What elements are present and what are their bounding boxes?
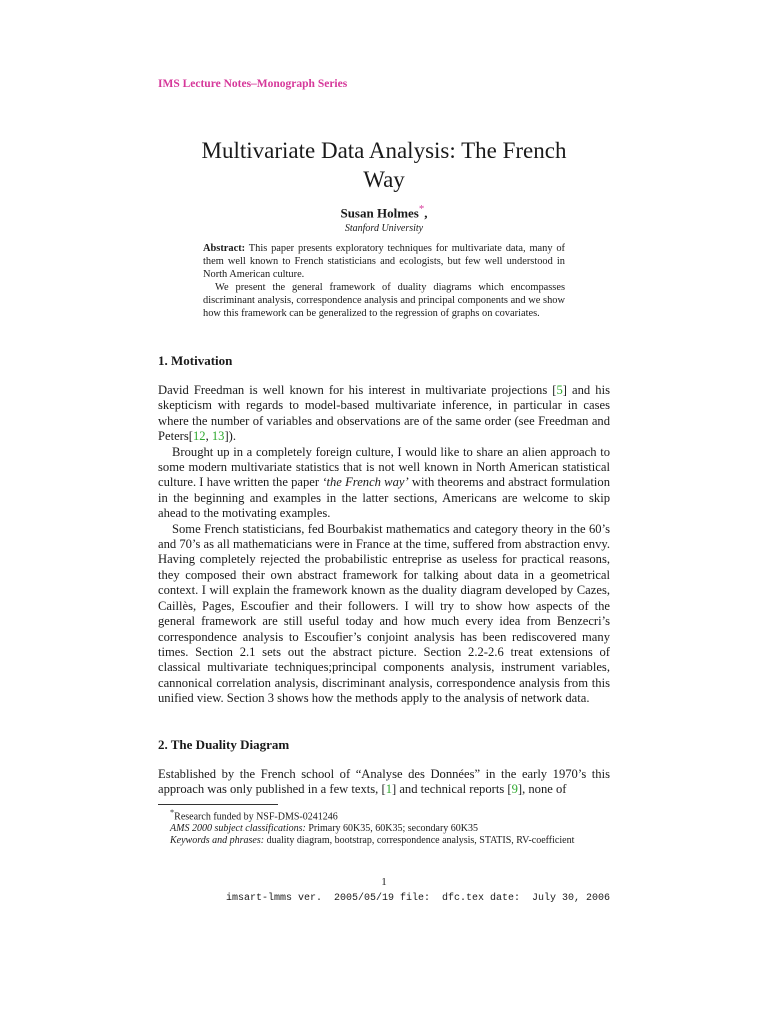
footnote-divider bbox=[158, 804, 278, 805]
section-duality-body bbox=[158, 767, 610, 798]
citation-link[interactable]: 9 bbox=[511, 782, 518, 797]
citation-link[interactable]: 12 bbox=[192, 429, 206, 444]
series-header: IMS Lecture Notes–Monograph Series bbox=[158, 78, 348, 90]
text-run: , bbox=[205, 429, 212, 444]
footnotes bbox=[158, 807, 610, 846]
abstract-text-1: This paper presents exploratory techniques for multivariate data, many of them well known to French statisticians and ecologists, but few well understood in North American culture. bbox=[203, 243, 566, 280]
footnote-label: Keywords and phrases: bbox=[170, 834, 265, 846]
abstract-paragraph-2: We present the general framework of duality diagrams which encompasses discriminant analysis, correspondence analysis and principal components and we show how this framework can be generalized to the regression of graphs on covariates. bbox=[203, 282, 565, 319]
file-info-footer: imsart-lmms ver. 2005/05/19 file: dfc.tex date: July 30, 2006 bbox=[225, 893, 610, 904]
citation-link[interactable]: 1 bbox=[385, 782, 392, 797]
footnote-label: AMS 2000 subject classifications: bbox=[170, 822, 306, 834]
text-run: Established by the French school of “Analyse des Données” in the early 1970’s this approach was only published in a few texts, [ bbox=[158, 767, 610, 797]
motivation-paragraph-1 bbox=[158, 383, 610, 445]
footnote-text: duality diagram, bootstrap, correspondence analysis, STATIS, RV-coefficient bbox=[264, 834, 575, 846]
abstract bbox=[203, 242, 565, 320]
motivation-paragraph-2 bbox=[158, 445, 610, 522]
page-number: 1 bbox=[381, 876, 387, 888]
citation-link[interactable]: 13 bbox=[211, 429, 225, 444]
footnote-text: Primary 60K35, 60K35; secondary 60K35 bbox=[305, 822, 479, 834]
duality-paragraph-1 bbox=[158, 767, 610, 798]
footnote-funding bbox=[158, 807, 610, 823]
section-heading-duality-diagram: 2. The Duality Diagram bbox=[158, 737, 290, 752]
title-line-1: Multivariate Data Analysis: The French bbox=[201, 138, 567, 163]
text-run: ] and technical reports [ bbox=[391, 782, 512, 797]
footnote-keywords bbox=[158, 835, 610, 847]
text-run: with theorems and abstract formulation in the beginning and examples in the latter sections, Americans are welcome to skip ahead to the motivating examples. bbox=[158, 475, 610, 521]
footnote-text: Research funded by NSF-DMS-0241246 bbox=[174, 811, 338, 823]
footnote-mark: * bbox=[170, 808, 175, 817]
author-affiliation: Stanford University bbox=[344, 223, 424, 234]
emphasis-text: ‘the French way’ bbox=[322, 475, 409, 490]
title-line-2: Way bbox=[363, 167, 405, 192]
footnote-ams-classification bbox=[158, 823, 610, 835]
motivation-paragraph-3: Some French statisticians, fed Bourbakist mathematics and category theory in the 60’s and 70’s as all mathematicians were in France at the time, suffered from abstraction envy. Having completely rejected the probabilistic entreprise as useless for practical reasons, they composed their own abstract framework for talking about data in a geometrical context. I will explain the framework known as the duality diagram developed by Cazes, Caillès, Pages, Escoufier and their followers. I will try to show how aspects of the general framework are still useful today and how much every idea from Benzecri’s correspondence analysis to Escoufier’s conjoint analysis has been rediscovered many times. Section 2.1 sets out the abstract picture. Section 2.2-2.6 treat extensions of classical multivariate techniques;principal components analysis, instrument variables, cannonical correlation analysis, discriminant analysis, correspondence analysis from this unified view. Section 3 shows how the methods apply to the analysis of network data. bbox=[158, 521, 610, 706]
abstract-paragraph-1 bbox=[203, 242, 565, 281]
text-run: ]). bbox=[224, 429, 237, 444]
footnote-mark-link[interactable]: * bbox=[418, 203, 425, 215]
paper-title bbox=[158, 136, 610, 194]
text-run: David Freedman is well known for his interest in multivariate projections [ bbox=[158, 383, 557, 397]
text-run: ], none of bbox=[517, 782, 567, 797]
section-motivation-body bbox=[158, 383, 610, 707]
text-run: Brought up in a completely foreign culture, I would like to share an alien approach to some modern multivariate statistics that is not well known in North American statistical culture. I have written the paper bbox=[158, 444, 610, 490]
author-name: Susan Holmes bbox=[340, 205, 419, 221]
author-suffix: , bbox=[424, 205, 428, 221]
abstract-label: Abstract: bbox=[203, 243, 246, 254]
citation-link[interactable]: 5 bbox=[556, 383, 563, 397]
author-line bbox=[158, 203, 610, 221]
text-run: ] and his skepticism with regards to model-based multivariate inference, in particular in cases where the number of variables and observations are of the same order (see Freedman and Peters[ bbox=[158, 383, 610, 444]
section-heading-motivation: 1. Motivation bbox=[158, 353, 233, 368]
